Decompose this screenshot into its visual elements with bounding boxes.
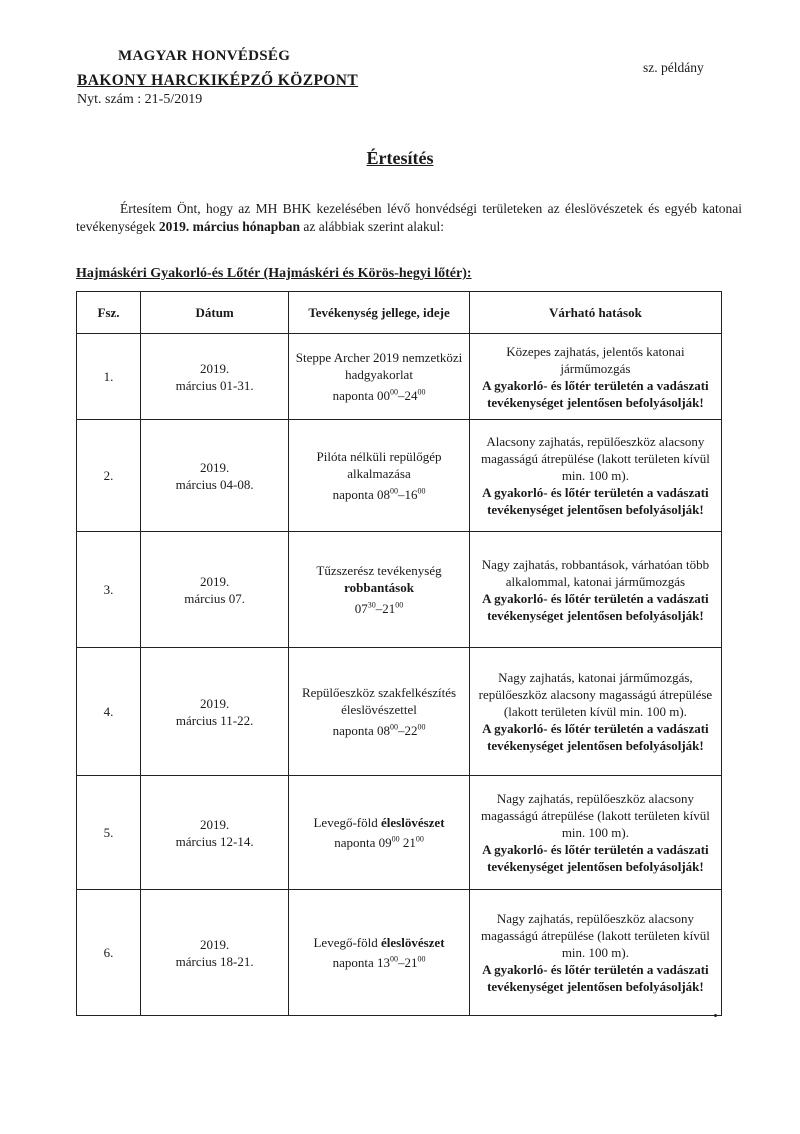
header-activity: Tevékenység jellege, ideje: [289, 292, 470, 334]
row-date-days: március 07.: [184, 590, 245, 606]
table-row: [77, 776, 722, 890]
row-activity-bold: robbantások: [344, 580, 414, 596]
header-date: Dátum: [141, 292, 289, 334]
row-effects: [469, 532, 721, 648]
table-row: [77, 890, 722, 1016]
row-effects-warning: A gyakorló- és lőtér területén a vadászati tevékenységet jelentősen befolyásolják!: [482, 590, 709, 623]
row-number: 6.: [77, 890, 141, 1016]
row-activity-text: Steppe Archer 2019 nemzetközi hadgyakorlat: [295, 350, 463, 383]
row-effects: [469, 776, 721, 890]
time-label: naponta 13: [332, 955, 390, 971]
time-start-minutes: 00: [391, 834, 400, 844]
row-effects-warning: A gyakorló- és lőtér területén a vadászati tevékenységet jelentősen befolyásolják!: [482, 721, 709, 753]
time-end-minutes: 00: [395, 600, 404, 610]
row-effects: [469, 890, 721, 1016]
row-date-days: március 04-08.: [175, 476, 254, 492]
row-activity: [289, 334, 470, 420]
time-start-minutes: 00: [389, 486, 398, 496]
row-date-days: március 11-22.: [175, 712, 254, 728]
organization-name: MAGYAR HONVÉDSÉG: [118, 48, 291, 64]
time-start-minutes: 00: [389, 722, 398, 732]
unit-name: BAKONY HARCKIKÉPZŐ KÖZPONT: [77, 72, 359, 89]
header-no: Fsz.: [77, 292, 141, 334]
row-effects-warning: A gyakorló- és lőtér területén a vadászati tevékenységet jelentősen befolyásolják!: [482, 962, 709, 994]
time-start-minutes: 00: [389, 387, 398, 397]
time-end-hour: –21: [375, 600, 396, 616]
table-row: [77, 420, 722, 532]
row-activity: [289, 890, 470, 1016]
row-date-year: 2019.: [200, 573, 230, 589]
row-date: [141, 648, 289, 776]
row-activity-text: Levegő-föld: [313, 934, 378, 950]
row-activity-bold: éleslövészet: [381, 814, 445, 830]
row-activity-time: [333, 955, 426, 970]
row-activity: [289, 532, 470, 648]
time-end-hour: –21: [397, 955, 418, 971]
row-effects-text: Nagy zajhatás, repülőeszköz alacsony magasságú átrepülése (lakott területen kívül min. 100 m).: [480, 911, 710, 960]
row-activity-time: [333, 388, 426, 403]
row-activity-text: Levegő-föld: [313, 814, 378, 830]
time-end-minutes: 00: [417, 387, 426, 397]
intro-text-bold: 2019. március hónapban: [158, 219, 301, 234]
row-activity-text: Tűzszerész tevékenység: [316, 563, 442, 579]
row-date: [141, 776, 289, 890]
scan-speck: [714, 1014, 717, 1017]
intro-paragraph: [76, 200, 742, 236]
header-effects: Várható hatások: [469, 292, 721, 334]
row-effects-warning: A gyakorló- és lőtér területén a vadászati tevékenységet jelentősen befolyásolják!: [482, 842, 709, 874]
row-date-days: március 12-14.: [175, 833, 254, 849]
row-date-year: 2019.: [200, 360, 230, 376]
row-effects-warning: A gyakorló- és lőtér területén a vadászati tevékenységet jelentősen befolyásolják!: [482, 377, 709, 410]
row-activity-text: Pilóta nélküli repülőgép alkalmazása: [316, 449, 442, 482]
row-effects-text: Nagy zajhatás, katonai járműmozgás, repülőeszköz alacsony magasságú átrepülése (lakott területen kívül min. 100 m).: [478, 670, 713, 719]
row-effects: [469, 648, 721, 776]
time-end-minutes: 00: [417, 486, 426, 496]
time-end-hour: –22: [397, 722, 418, 738]
time-label: naponta 00: [332, 387, 390, 403]
row-effects: [469, 334, 721, 420]
row-activity-time: [333, 723, 426, 738]
row-effects-text: Nagy zajhatás, repülőeszköz alacsony magasságú átrepülése (lakott területen kívül min. 100 m).: [480, 791, 710, 840]
table-row: [77, 532, 722, 648]
time-start-minutes: 30: [367, 600, 376, 610]
time-label: 07: [354, 600, 368, 616]
intro-text-1: Értesítem Önt, hogy az MH BHK kezelésében lévő honvédségi területeken az éleslövészetek és egyéb katonai tevékenységek: [76, 201, 742, 234]
row-effects: [469, 420, 721, 532]
section-title: Hajmáskéri Gyakorló-és Lőtér (Hajmáskéri és Körös-hegyi lőtér):: [76, 266, 472, 281]
time-end-minutes: 00: [417, 722, 426, 732]
row-activity: [289, 648, 470, 776]
time-label: naponta 09: [334, 835, 392, 851]
time-end-hour: 21: [399, 835, 416, 851]
time-end-minutes: 00: [415, 834, 424, 844]
row-date: [141, 890, 289, 1016]
time-label: naponta 08: [332, 486, 390, 502]
table-row: [77, 648, 722, 776]
row-effects-text: Nagy zajhatás, robbantások, várhatóan több alkalommal, katonai járműmozgás: [481, 556, 710, 589]
row-activity-time: [333, 487, 426, 502]
row-activity-time: [334, 835, 424, 850]
time-label: naponta 08: [332, 722, 390, 738]
row-activity: [289, 776, 470, 890]
row-activity: [289, 420, 470, 532]
row-activity-time: [355, 601, 404, 616]
copy-number-label: sz. példány: [643, 60, 704, 75]
row-number: 1.: [77, 334, 141, 420]
row-date-year: 2019.: [200, 816, 230, 832]
table-row: [77, 334, 722, 420]
page-title: Értesítés: [366, 148, 434, 168]
row-date-year: 2019.: [200, 936, 230, 952]
time-end-minutes: 00: [417, 954, 426, 964]
row-date: [141, 334, 289, 420]
row-date-year: 2019.: [200, 695, 230, 711]
row-number: 2.: [77, 420, 141, 532]
row-effects-text: Közepes zajhatás, jelentős katonai járműmozgás: [506, 343, 685, 376]
registration-number: Nyt. szám : 21-5/2019: [77, 92, 203, 107]
row-number: 3.: [77, 532, 141, 648]
schedule-table: [76, 291, 722, 1016]
time-end-hour: –16: [397, 486, 418, 502]
row-activity-text: Repülőeszköz szakfelkészítés éleslövészettel: [301, 685, 457, 718]
row-date-days: március 01-31.: [175, 377, 254, 393]
row-date-year: 2019.: [200, 459, 230, 475]
row-date: [141, 420, 289, 532]
intro-text-2: az alábbiak szerint alakul:: [300, 219, 444, 234]
table-header-row: [77, 292, 722, 334]
row-date: [141, 532, 289, 648]
time-end-hour: –24: [397, 387, 418, 403]
row-activity-bold: éleslövészet: [381, 934, 445, 950]
time-start-minutes: 00: [389, 954, 398, 964]
row-date-days: március 18-21.: [175, 953, 254, 969]
row-number: 4.: [77, 648, 141, 776]
row-number: 5.: [77, 776, 141, 890]
row-effects-warning: A gyakorló- és lőtér területén a vadászati tevékenységet jelentősen befolyásolják!: [482, 485, 709, 517]
row-effects-text: Alacsony zajhatás, repülőeszköz alacsony magasságú átrepülése (lakott területen kívül min. 100 m).: [480, 434, 710, 483]
